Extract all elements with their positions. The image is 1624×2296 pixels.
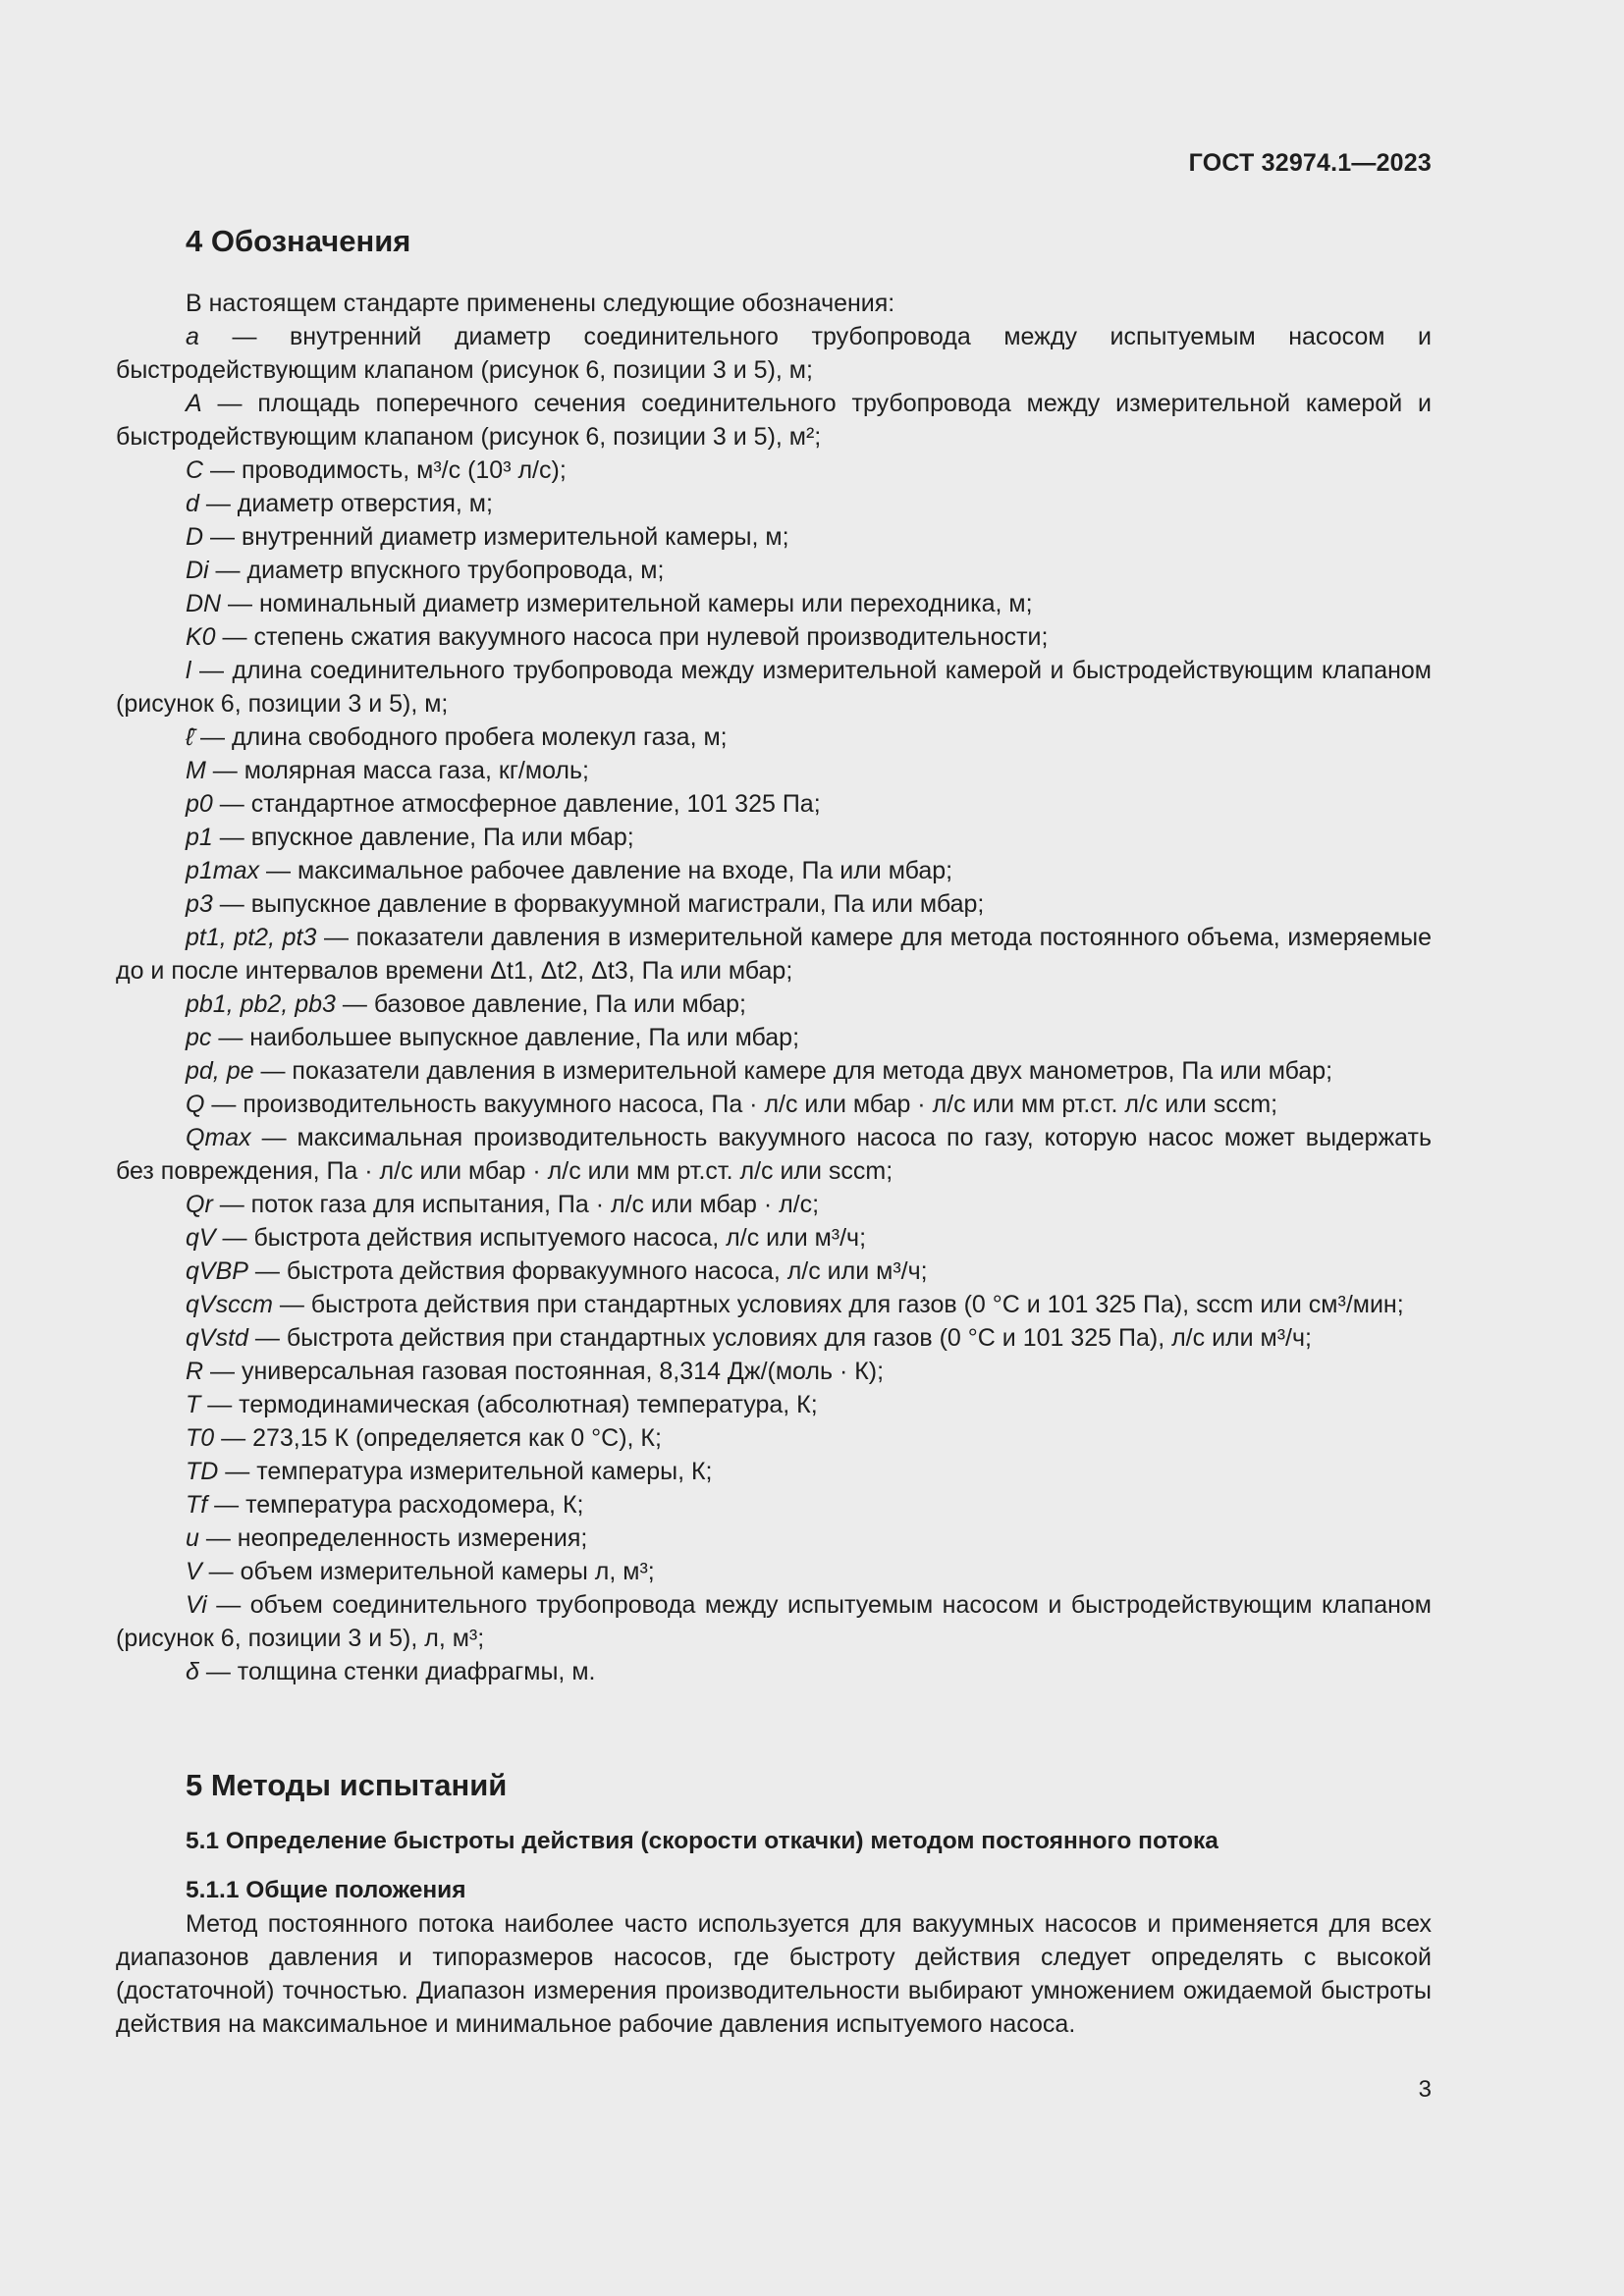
section-5-1-title: 5.1 Определение быстроты действия (скорости откачки) методом постоянного потока bbox=[186, 1828, 1218, 1854]
definition: — проводимость, м³/с (10³ л/с); bbox=[203, 456, 567, 484]
symbol: p1 bbox=[186, 824, 213, 851]
section-5-1-1-body bbox=[116, 1907, 1432, 2041]
symbol-item bbox=[116, 520, 1432, 554]
section-4-title: 4 Обозначения bbox=[186, 224, 411, 258]
symbol-item bbox=[116, 1221, 1432, 1255]
definition: — поток газа для испытания, Па · л/с или мбар · л/с; bbox=[212, 1191, 820, 1218]
definition: — быстрота действия испытуемого насоса, л/с или м³/ч; bbox=[215, 1224, 867, 1252]
definition: — длина соединительного трубопровода между измерительной камерой и быстродействующим клапаном (рисунок 6, позиции 3 и 5), м; bbox=[116, 657, 1432, 718]
definition: — диаметр впускного трубопровода, м; bbox=[208, 557, 665, 584]
definition: — производительность вакуумного насоса, Па · л/с или мбар · л/с или мм рт.ст. л/с или sccm; bbox=[204, 1091, 1278, 1118]
symbol: Vi bbox=[186, 1591, 207, 1619]
symbol: Di bbox=[186, 557, 209, 584]
definition: — температура расходомера, К; bbox=[207, 1491, 584, 1519]
symbol: V bbox=[186, 1558, 202, 1585]
symbol-item bbox=[116, 754, 1432, 787]
symbol: Qmax bbox=[186, 1124, 251, 1151]
section-4-body bbox=[116, 287, 1432, 1688]
definition: — стандартное атмосферное давление, 101 325 Па; bbox=[212, 790, 821, 818]
symbol-item bbox=[116, 721, 1432, 754]
symbol: δ bbox=[186, 1658, 199, 1685]
symbol-item bbox=[116, 1188, 1432, 1221]
symbol-item bbox=[116, 320, 1432, 387]
symbol: a bbox=[186, 323, 199, 350]
symbol: p3 bbox=[186, 890, 213, 918]
symbol: qVsccm bbox=[186, 1291, 273, 1318]
symbol-item bbox=[116, 1555, 1432, 1588]
definition: — площадь поперечного сечения соединительного трубопровода между измерительной камерой и быстродействующим клапаном (рисунок 6, позиции 3 и 5), м²; bbox=[116, 390, 1432, 451]
symbol-item bbox=[116, 921, 1432, 988]
document-header: ГОСТ 32974.1—2023 bbox=[1188, 149, 1432, 177]
definition: — молярная масса газа, кг/моль; bbox=[205, 757, 589, 784]
symbol-item bbox=[116, 1021, 1432, 1054]
definition: — термодинамическая (абсолютная) температура, К; bbox=[200, 1391, 818, 1418]
symbol-item bbox=[116, 988, 1432, 1021]
symbol: d bbox=[186, 490, 199, 517]
symbol: pt1, pt2, pt3 bbox=[186, 924, 317, 951]
paragraph: Метод постоянного потока наиболее часто используется для вакуумных насосов и применяется для всех диапазонов давления и типоразмеров насосов, где быстроту действия следует определять с высокой (достаточной) точностью. Диапазон измерения производительности выбирают умножением ожидаемой быстроты действия на максимальное и минимальное рабочие давления испытуемого насоса. bbox=[116, 1910, 1432, 2038]
symbol-item bbox=[116, 1054, 1432, 1088]
symbol-item bbox=[116, 554, 1432, 587]
symbol: A bbox=[186, 390, 202, 417]
document-page bbox=[116, 0, 1432, 2296]
symbol: C bbox=[186, 456, 204, 484]
symbol-item bbox=[116, 821, 1432, 854]
definition: — степень сжатия вакуумного насоса при нулевой производительности; bbox=[215, 623, 1049, 651]
definition: — выпускное давление в форвакуумной магистрали, Па или мбар; bbox=[212, 890, 985, 918]
definition: — номинальный диаметр измерительной камеры или переходника, м; bbox=[221, 590, 1033, 617]
symbol-item bbox=[116, 1121, 1432, 1188]
symbol-item bbox=[116, 1255, 1432, 1288]
symbol: p0 bbox=[186, 790, 213, 818]
symbol-item bbox=[116, 1288, 1432, 1321]
symbol: K0 bbox=[186, 623, 216, 651]
symbol: Qr bbox=[186, 1191, 213, 1218]
symbol: D bbox=[186, 523, 204, 551]
symbol-item bbox=[116, 1488, 1432, 1522]
section-5-title: 5 Методы испытаний bbox=[186, 1768, 508, 1802]
definition: — наибольшее выпускное давление, Па или мбар; bbox=[211, 1024, 800, 1051]
section-5-1-1-title: 5.1.1 Общие положения bbox=[186, 1877, 466, 1903]
definition: — объем измерительной камеры л, м³; bbox=[201, 1558, 655, 1585]
definition: — базовое давление, Па или мбар; bbox=[335, 990, 746, 1018]
symbol-item bbox=[116, 1355, 1432, 1388]
symbol: T bbox=[186, 1391, 201, 1418]
definition: — температура измерительной камеры, К; bbox=[218, 1458, 713, 1485]
symbol: DN bbox=[186, 590, 222, 617]
symbol: p1max bbox=[186, 857, 260, 884]
symbol: pb1, pb2, pb3 bbox=[186, 990, 336, 1018]
symbol-item bbox=[116, 454, 1432, 487]
symbol: M bbox=[186, 757, 206, 784]
page-number: 3 bbox=[1418, 2076, 1432, 2103]
symbol: TD bbox=[186, 1458, 219, 1485]
symbol: l bbox=[186, 657, 191, 684]
definition: — быстрота действия форвакуумного насоса, л/с или м³/ч; bbox=[247, 1257, 928, 1285]
definition: — объем соединительного трубопровода между испытуемым насосом и быстродействующим клапаном (рисунок 6, позиции 3 и 5), л, м³; bbox=[116, 1591, 1432, 1652]
symbol: T0 bbox=[186, 1424, 215, 1452]
symbol-item bbox=[116, 587, 1432, 620]
symbol-item bbox=[116, 1421, 1432, 1455]
definition: — быстрота действия при стандартных условиях для газов (0 °С и 101 325 Па), л/с или м³/ч; bbox=[247, 1324, 1312, 1352]
definition: — показатели давления в измерительной камере для метода постоянного объема, измеряемые до и после интервалов времени Δt1, Δt2, Δt3, Па или мбар; bbox=[116, 924, 1433, 985]
symbol: pd, pe bbox=[186, 1057, 254, 1085]
symbol-item bbox=[116, 787, 1432, 821]
symbol-item bbox=[116, 854, 1432, 887]
definition: — показатели давления в измерительной камере для метода двух манометров, Па или мбар; bbox=[253, 1057, 1333, 1085]
symbol: qV bbox=[186, 1224, 216, 1252]
definition: — диаметр отверстия, м; bbox=[198, 490, 493, 517]
symbol: qVstd bbox=[186, 1324, 248, 1352]
symbol: Q bbox=[186, 1091, 205, 1118]
definition: — неопределенность измерения; bbox=[198, 1524, 588, 1552]
definition: — 273,15 К (определяется как 0 °С), К; bbox=[214, 1424, 662, 1452]
symbol-item bbox=[116, 654, 1432, 721]
definition: — толщина стенки диафрагмы, м. bbox=[198, 1658, 596, 1685]
definition: — универсальная газовая постоянная, 8,314 Дж/(моль · К); bbox=[203, 1358, 885, 1385]
symbol: R bbox=[186, 1358, 204, 1385]
definition: — максимальная производительность вакуумного насоса по газу, которую насос может выдержать без повреждения, Па · л/с или мбар · л/с или мм рт.ст. л/с или sccm; bbox=[116, 1124, 1432, 1185]
symbol: pc bbox=[186, 1024, 212, 1051]
definition: — впускное давление, Па или мбар; bbox=[212, 824, 634, 851]
definition: — быстрота действия при стандартных условиях для газов (0 °С и 101 325 Па), sccm или см³/мин; bbox=[272, 1291, 1404, 1318]
section-4-intro: В настоящем стандарте применены следующие обозначения: bbox=[186, 290, 895, 317]
symbol-item bbox=[116, 1388, 1432, 1421]
symbol-item bbox=[116, 1088, 1432, 1121]
symbol-item bbox=[116, 1655, 1432, 1688]
definition: — внутренний диаметр соединительного трубопровода между испытуемым насосом и быстродействующим клапаном (рисунок 6, позиции 3 и 5), м; bbox=[116, 323, 1432, 384]
symbol: Tf bbox=[186, 1491, 208, 1519]
symbol-item bbox=[116, 887, 1432, 921]
definition: — максимальное рабочее давление на входе, Па или мбар; bbox=[259, 857, 953, 884]
symbol-item bbox=[116, 487, 1432, 520]
symbol-item bbox=[116, 1522, 1432, 1555]
symbol: ℓ̄ bbox=[186, 723, 194, 751]
symbol-item bbox=[116, 387, 1432, 454]
symbol-item bbox=[116, 1321, 1432, 1355]
symbol: qVBP bbox=[186, 1257, 248, 1285]
symbol: u bbox=[186, 1524, 199, 1552]
definition: — внутренний диаметр измерительной камеры, м; bbox=[203, 523, 789, 551]
symbol-item bbox=[116, 620, 1432, 654]
symbol-item bbox=[116, 1588, 1432, 1655]
symbol-item bbox=[116, 1455, 1432, 1488]
definition: — длина свободного пробега молекул газа, м; bbox=[193, 723, 728, 751]
